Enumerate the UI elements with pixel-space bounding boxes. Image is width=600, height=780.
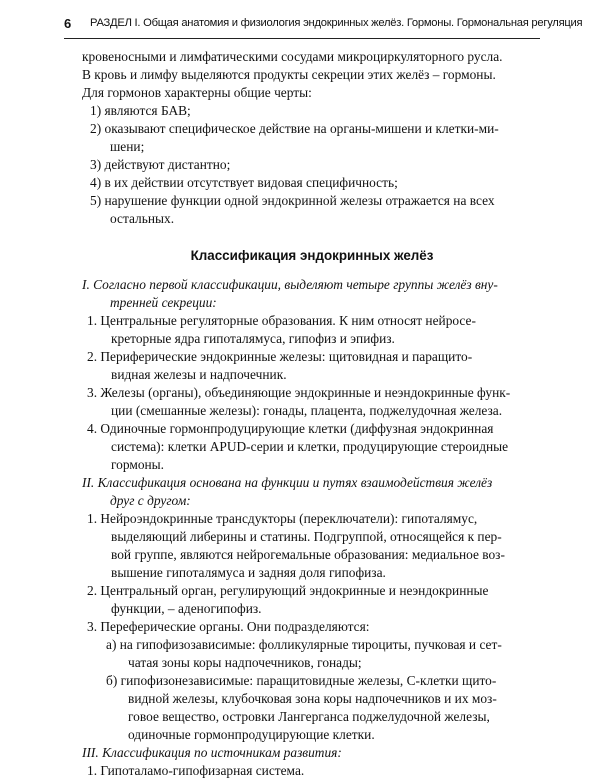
list-item: 1. Центральные регуляторные образования. К ним относят нейросе-	[87, 313, 476, 328]
list-item-continuation: креторные ядра гипоталямуса, гипофиз и эпифиз.	[111, 331, 395, 346]
running-header	[64, 12, 583, 40]
sub-list-item: б) гипофизонезависимые: паращитовидные железы, С-клетки щито-	[106, 673, 497, 688]
list-item-continuation: гормоны.	[111, 457, 165, 472]
page-body	[82, 48, 542, 780]
list-item-continuation: вой группе, являются нейрогемальные образования: медиальное воз-	[111, 547, 505, 562]
traits-list	[82, 102, 542, 228]
list-item: 1. Гипоталамо-гипофизарная система.	[87, 763, 305, 778]
classification-3	[82, 744, 542, 780]
text-line: Для гормонов характерны общие черты:	[82, 85, 312, 100]
sub-list-item-continuation: видной железы, клубочковая зона коры надпочечников и их моз-	[128, 691, 497, 706]
list-item: 3. Переферические органы. Они подразделяются:	[87, 619, 370, 634]
list-item: 1) являются БАВ;	[90, 103, 191, 118]
list-item: 1. Нейроэндокринные трансдукторы (переключатели): гипоталямус,	[87, 511, 478, 526]
classification-title: тренней секреции:	[110, 295, 217, 310]
classification-title: II. Классификация основана на функции и путях взаимодействия желёз	[82, 475, 493, 490]
header-rule	[64, 38, 540, 39]
classification-2	[82, 474, 542, 744]
list-item: 2) оказывают специфическое действие на органы-мишени и клетки-ми-	[90, 121, 499, 136]
section-heading: Классификация эндокринных желёз	[190, 248, 434, 263]
classification-title: друг с другом:	[110, 493, 191, 508]
sub-list-item-continuation: одиночные гормонпродуцирующие клетки.	[128, 727, 375, 742]
list-item-continuation: остальных.	[110, 211, 175, 226]
list-item-continuation: шени;	[110, 139, 145, 154]
list-item-continuation: вышение гипоталямуса и задняя доля гипофиза.	[111, 565, 386, 580]
intro-paragraph	[82, 48, 542, 102]
list-item: 5) нарушение функции одной эндокринной железы отражается на всех	[90, 193, 495, 208]
text-line: кровеносными и лимфатическими сосудами микроциркуляторного русла.	[82, 49, 503, 64]
classification-1	[82, 276, 542, 474]
list-item: 4. Одиночные гормонпродуцирующие клетки (диффузная эндокринная	[87, 421, 494, 436]
sub-list-item-continuation: говое вещество, островки Лангерганса поджелудочной железы,	[128, 709, 490, 724]
list-item: 2. Периферические эндокринные железы: щитовидная и паращито-	[87, 349, 473, 364]
list-item-continuation: ции (смешанные железы): гонады, плацента, поджелудочная железа.	[111, 403, 503, 418]
list-item: 3. Железы (органы), объединяющие эндокринные и неэндокринные функ-	[87, 385, 511, 400]
list-item-continuation: функции, – аденогипофиз.	[111, 601, 262, 616]
sub-list-item-continuation: чатая зоны коры надпочечников, гонады;	[128, 655, 362, 670]
classification-title: I. Согласно первой классификации, выделяют четыре группы желёз вну-	[82, 277, 498, 292]
text-line: В кровь и лимфу выделяются продукты секреции этих желёз – гормоны.	[82, 67, 496, 82]
classification-title: III. Классификация по источникам развития:	[82, 745, 342, 760]
list-item-continuation: система): клетки APUD-серии и клетки, продуцирующие стероидные	[111, 439, 509, 454]
page-number: 6	[64, 16, 72, 31]
list-item-continuation: выделяющий либерины и статины. Подгруппой, относящейся к пер-	[111, 529, 502, 544]
list-item: 3) действуют дистантно;	[90, 157, 231, 172]
sub-list-item: а) на гипофизозависимые: фолликулярные тироциты, пучковая и сет-	[106, 637, 502, 652]
running-title: РАЗДЕЛ I. Общая анатомия и физиология эндокринных желёз. Гормоны. Гормональная регуляция	[90, 17, 583, 29]
list-item: 4) в их действии отсутствует видовая специфичность;	[90, 175, 398, 190]
list-item: 2. Центральный орган, регулирующий эндокринные и неэндокринные	[87, 583, 489, 598]
list-item-continuation: видная железы и надпочечник.	[111, 367, 287, 382]
